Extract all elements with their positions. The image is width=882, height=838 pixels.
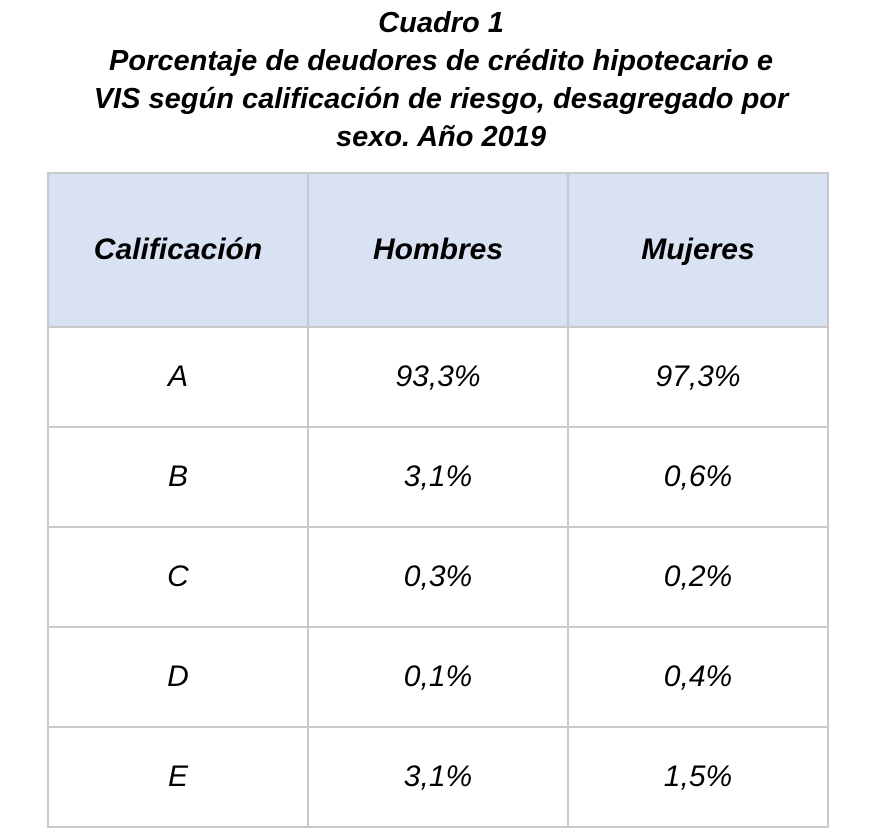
table-row — [48, 527, 828, 627]
cell-rating: D — [48, 627, 308, 727]
cell-hombres: 0,1% — [308, 627, 568, 727]
risk-rating-table — [47, 172, 829, 828]
cell-mujeres: 1,5% — [568, 727, 828, 827]
table-row — [48, 327, 828, 427]
cell-rating: C — [48, 527, 308, 627]
header-mujeres: Mujeres — [568, 173, 828, 327]
caption-title-line-1: Porcentaje de deudores de crédito hipotecario e — [109, 45, 773, 77]
caption-number: Cuadro 1 — [378, 7, 504, 39]
header-calificacion: Calificación — [48, 173, 308, 327]
cell-mujeres: 0,2% — [568, 527, 828, 627]
table-caption — [0, 4, 882, 156]
cell-rating: E — [48, 727, 308, 827]
cell-hombres: 0,3% — [308, 527, 568, 627]
table-row — [48, 727, 828, 827]
cell-mujeres: 0,4% — [568, 627, 828, 727]
caption-title-line-2: VIS según calificación de riesgo, desagregado por — [93, 83, 789, 115]
cell-hombres: 3,1% — [308, 727, 568, 827]
cell-mujeres: 0,6% — [568, 427, 828, 527]
cell-mujeres: 97,3% — [568, 327, 828, 427]
caption-title-line-3: sexo. Año 2019 — [335, 121, 547, 153]
cell-hombres: 3,1% — [308, 427, 568, 527]
cell-rating: B — [48, 427, 308, 527]
table-header-row — [48, 173, 828, 327]
cell-rating: A — [48, 327, 308, 427]
header-hombres: Hombres — [308, 173, 568, 327]
table-row — [48, 427, 828, 527]
cell-hombres: 93,3% — [308, 327, 568, 427]
table-row — [48, 627, 828, 727]
